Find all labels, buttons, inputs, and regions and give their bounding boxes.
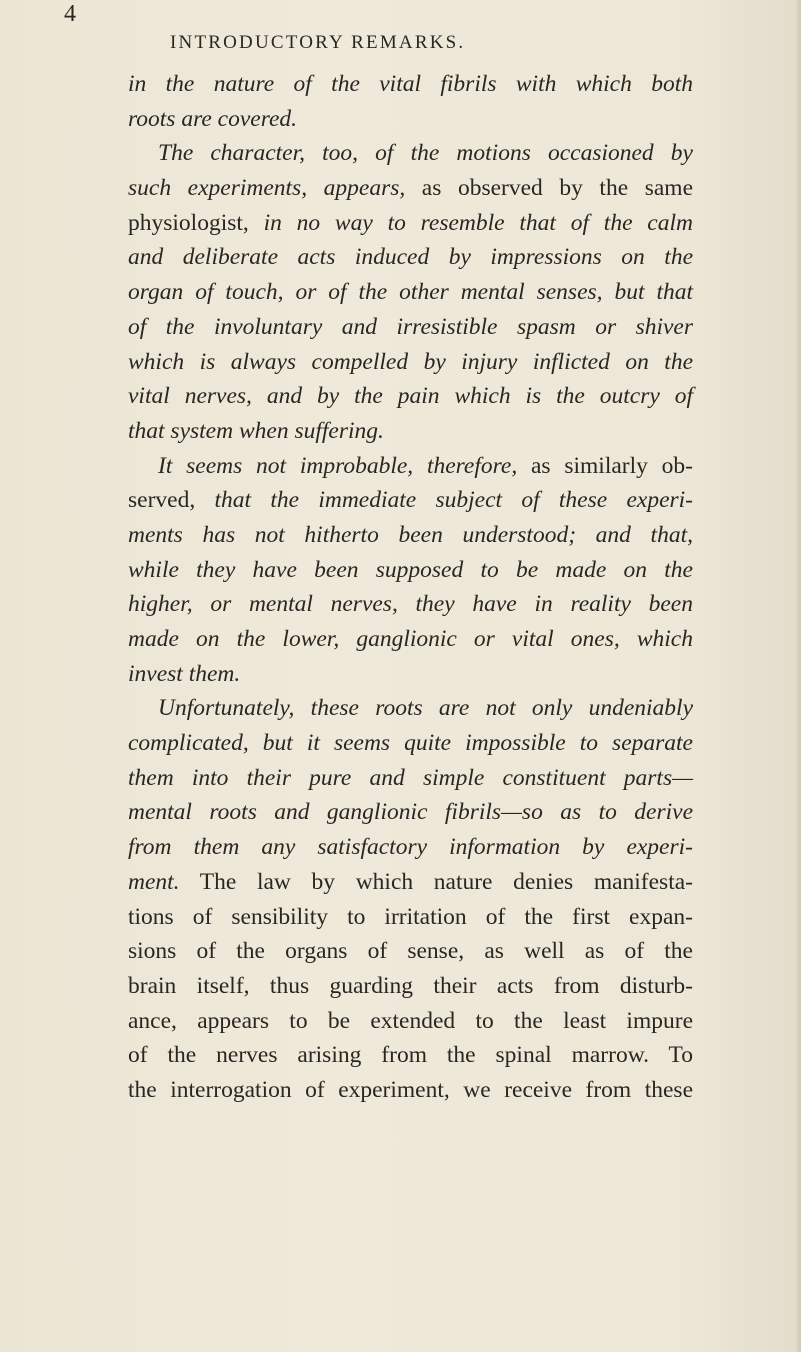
text-run: mental roots and ganglionic fibrils—so as to derive bbox=[128, 799, 693, 826]
text-run: as observed by the same bbox=[405, 175, 693, 202]
text-run: tions of sensibility to irritation of the first expan- bbox=[128, 903, 693, 930]
text-run: roots are covered. bbox=[128, 105, 298, 132]
text-line bbox=[128, 1073, 693, 1108]
text-line bbox=[128, 795, 693, 830]
text-line bbox=[128, 171, 693, 206]
text-run: Unfortunately, these roots are not only undeniably bbox=[158, 695, 693, 722]
text-line bbox=[128, 969, 693, 1004]
text-line bbox=[128, 934, 693, 969]
text-run: that the immediate subject of these experi- bbox=[214, 487, 694, 514]
text-run: The law by which nature denies manifesta- bbox=[179, 868, 693, 895]
text-run: such experiments, appears, bbox=[128, 175, 406, 202]
text-line bbox=[128, 483, 693, 518]
text-run: of the involuntary and irresistible spasm or shiver bbox=[128, 313, 693, 340]
text-line bbox=[128, 1038, 693, 1073]
text-line bbox=[128, 657, 693, 692]
text-line bbox=[128, 691, 693, 726]
text-line bbox=[128, 830, 693, 865]
text-run: brain itself, thus guarding their acts from disturb- bbox=[128, 972, 693, 999]
text-line bbox=[128, 67, 693, 102]
text-line bbox=[128, 414, 693, 449]
text-line bbox=[128, 518, 693, 553]
text-line bbox=[128, 622, 693, 657]
text-run: that system when suffering. bbox=[128, 417, 384, 444]
text-run: organ of touch, or of the other mental senses, but that bbox=[128, 279, 693, 306]
text-line bbox=[128, 449, 693, 484]
text-run: vital nerves, and by the pain which is the outcry of bbox=[128, 383, 693, 410]
text-run: served, bbox=[128, 487, 215, 514]
text-run: ment. bbox=[128, 868, 180, 895]
text-line bbox=[128, 900, 693, 935]
text-run: made on the lower, ganglionic or vital ones, which bbox=[128, 626, 693, 652]
text-line bbox=[128, 553, 693, 588]
text-line bbox=[128, 310, 693, 345]
text-line bbox=[128, 275, 693, 310]
text-run: It seems not improbable, therefore, bbox=[158, 452, 518, 479]
text-run: of the nerves arising from the spinal marrow. To bbox=[128, 1042, 693, 1069]
text-line bbox=[128, 345, 693, 380]
text-line bbox=[128, 206, 693, 241]
text-run: ance, appears to be extended to the least impure bbox=[128, 1007, 693, 1034]
text-run: which is always compelled by injury inflicted on the bbox=[128, 348, 693, 375]
page-edge-shadow bbox=[795, 0, 801, 1352]
text-run: and deliberate acts induced by impressions on the bbox=[128, 244, 693, 271]
text-run: while they have been supposed to be made on the bbox=[128, 556, 693, 583]
text-run: physiologist, bbox=[128, 209, 264, 236]
running-head: INTRODUCTORY REMARKS. bbox=[170, 32, 466, 53]
text-line bbox=[128, 587, 693, 622]
text-line bbox=[128, 726, 693, 761]
text-run: ments has not hitherto been understood; and that, bbox=[128, 521, 693, 548]
text-run: complicated, but it seems quite impossible to separate bbox=[128, 730, 693, 757]
text-run: the interrogation of experiment, we receive from these bbox=[128, 1076, 693, 1103]
text-line bbox=[128, 102, 693, 137]
text-run: invest them. bbox=[128, 660, 241, 687]
text-run: higher, or mental nerves, they have in reality been bbox=[128, 591, 693, 618]
text-run: in the nature of the vital fibrils with which both bbox=[128, 71, 693, 97]
text-line bbox=[128, 240, 693, 275]
text-run: sions of the organs of sense, as well as of the bbox=[128, 938, 693, 965]
text-line bbox=[128, 379, 693, 414]
text-line bbox=[128, 136, 693, 171]
body-text bbox=[128, 67, 693, 1108]
text-run: them into their pure and simple constituent parts— bbox=[128, 764, 693, 791]
page-header bbox=[0, 0, 801, 60]
text-line bbox=[128, 761, 693, 796]
text-run: as similarly ob- bbox=[517, 452, 693, 479]
text-line bbox=[128, 1004, 693, 1039]
text-run: in no way to resemble that of the calm bbox=[263, 209, 693, 236]
text-run: from them any satisfactory information by experi- bbox=[128, 834, 693, 861]
text-run: The character, too, of the motions occasioned by bbox=[158, 140, 693, 167]
text-line bbox=[128, 865, 693, 900]
page-number: 4 bbox=[64, 1, 76, 27]
